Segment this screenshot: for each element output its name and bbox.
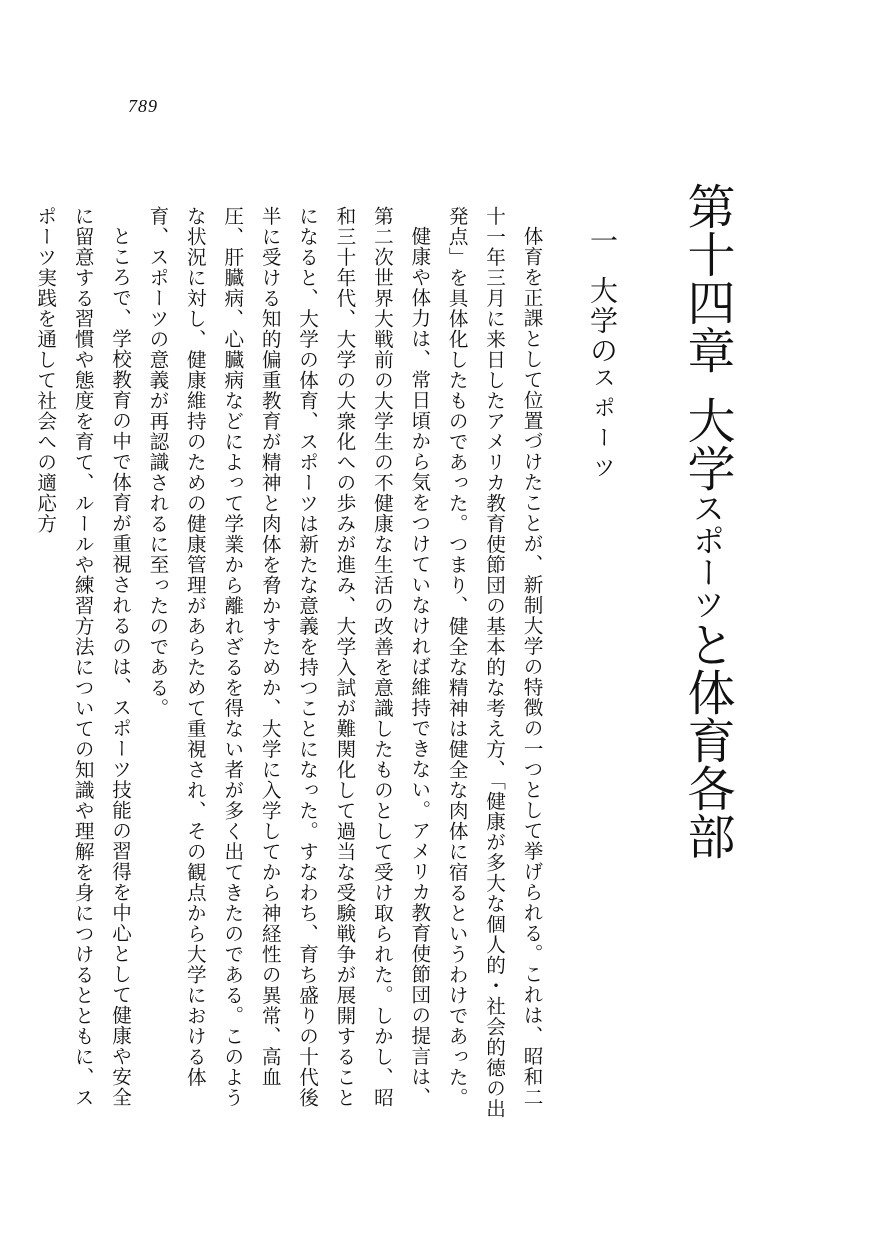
section-number: 一 <box>586 226 619 256</box>
text-line: ことになった。すなわち、育ち盛りの十代後半に受ける知的偏重教育が精神と肉体を脅かすためか、大学に入学して <box>258 206 319 1108</box>
section-title <box>584 226 620 486</box>
chapter-title-tail: と体育各部 <box>679 620 735 860</box>
text-line: が進み、大学入試が難関化して過当な受験戦争が展開することになると、大学の体育、スポーツは新たな意義を持つ <box>295 206 356 1108</box>
chapter-number: 第十四章 <box>679 182 735 374</box>
paragraph <box>26 206 138 1126</box>
text-line: したアメリカ教育使節団の基本的な考え方、「健康が多大な個人的・社会的徳の出発点」を具体化したものであった。 <box>445 206 506 1119</box>
chapter-title-small: スポーツ <box>688 492 726 620</box>
text-line: から神経性の異常、高血圧、肝臓病、心臓病などによって学業から離れざるを得ない者が多く出てきたのである。こ <box>220 206 282 1088</box>
chapter-title <box>675 182 739 860</box>
text-line: のような状況に対し、健康維持のための健康管理があらためて重視され、その観点から大学における体育、スポーツ <box>145 206 244 1108</box>
text-line: つまり、健全な精神は健全な肉体に宿るというわけであった。 <box>445 534 469 1108</box>
text-line: の意義が再認識されるに至ったのである。 <box>145 329 169 719</box>
paragraph <box>139 206 438 1126</box>
text-line: 態度を育て、ルールや練習方法についての知識や理解を身につけるとともに、スポーツ実践を通して社会への適応方 <box>33 206 95 1108</box>
text-line: の大学生の不健康な生活の改善を意識したものとして受け取られた。しかし、昭和三十年代、大学の大衆化への歩み <box>332 206 394 1108</box>
body-text <box>33 206 550 1126</box>
section-title-main: 大学の <box>586 276 619 366</box>
text-line: ところで、学校教育の中で体育が重視されるのは、スポーツ技能の習得を中心として健康や安全に留意する習慣や <box>71 206 132 1108</box>
section-title-small: スポーツ <box>590 366 615 486</box>
chapter-title-main: 大学 <box>679 396 735 492</box>
text-line: 体育を正課として位置づけたことが、新制大学の特徴の一つとして挙げられる。これは、昭和二十一年三月に来日 <box>482 206 543 1108</box>
text-line: 健康や体力は、常日頃から気をつけていなければ維持できない。アメリカ教育使節団の提言は、第二次世界大戦前 <box>370 206 431 1108</box>
paragraph <box>438 206 550 1126</box>
page-number: 789 <box>128 96 158 116</box>
